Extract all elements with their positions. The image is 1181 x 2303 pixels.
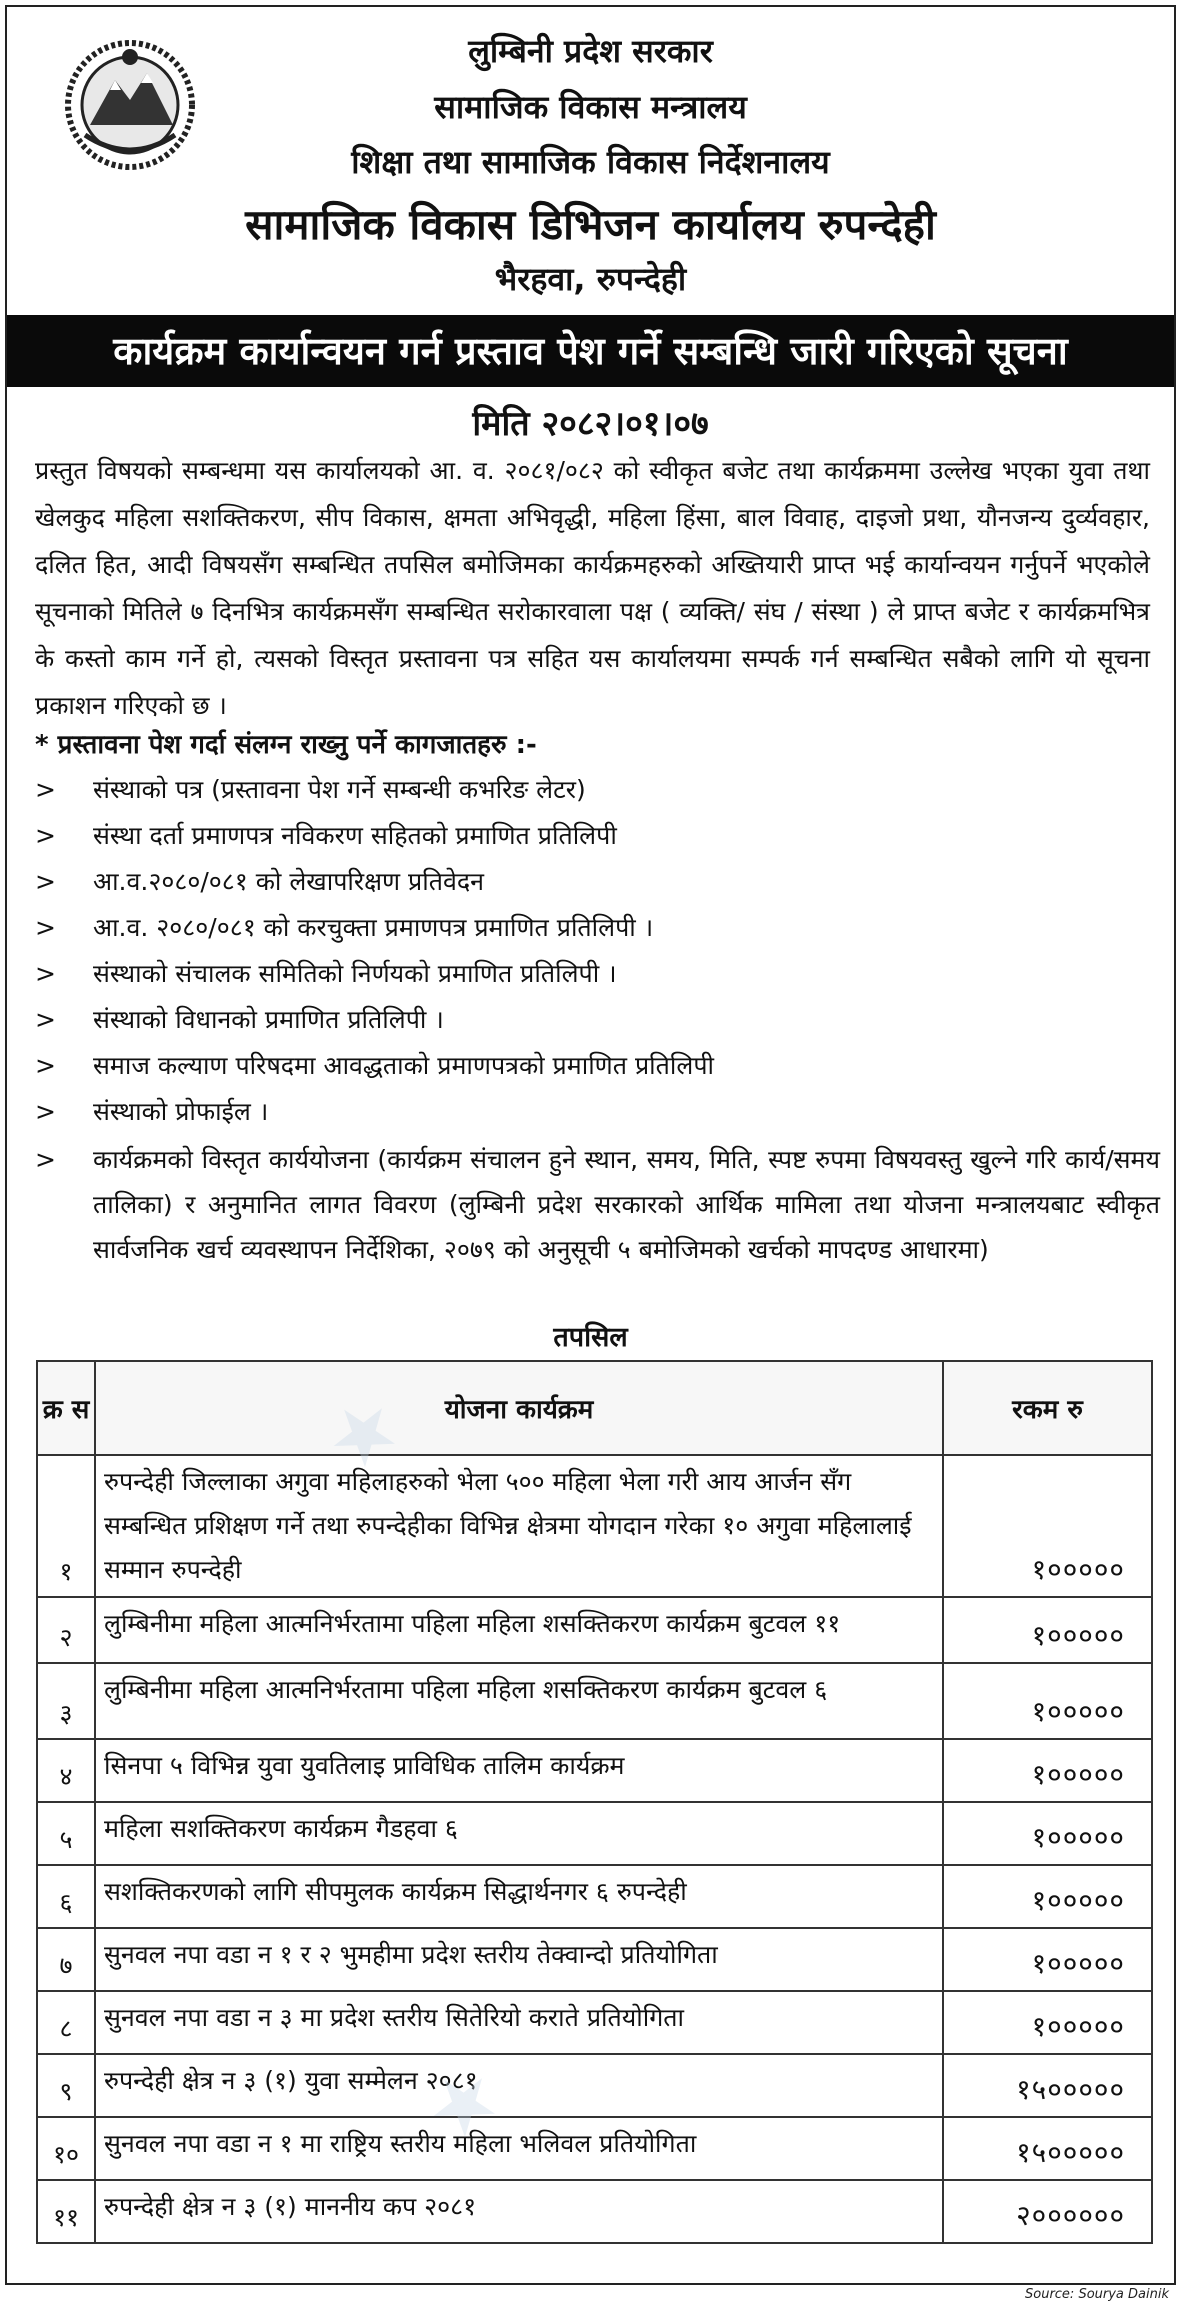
row-serial: ७ [37,1928,95,1991]
bullet-arrow: > [35,1051,56,1080]
row-amount: १००००० [943,1663,1152,1739]
notice-date: मिति २०८२।०१।०७ [472,404,709,444]
row-program: सुनवल नपा वडा न १ र २ भुमहीमा प्रदेश स्तरीय तेक्वान्दो प्रतियोगिता [95,1928,943,1991]
col-program: योजना कार्यक्रम [95,1361,943,1455]
table-row [37,2054,1152,2117]
row-amount: १००००० [943,1991,1152,2054]
list-item: > आ.व. २०८०/०८१ को करचुक्ता प्रमाणपत्र प्रमाणित प्रतिलिपी । [35,907,1160,953]
list-item: > कार्यक्रमको विस्तृत कार्ययोजना (कार्यक्रम संचालन हुने स्थान, समय, मिति, स्पष्ट रुपमा विषयवस्तु खुल्ने गरि कार्य/समय तालिका) र अनुमानित लागत विवरण (लुम्बिनी प्रदेश सरकारको आर्थिक मामिला तथा योजना मन्त्रालयबाट स्वीकृत सार्वजनिक खर्च व्यवस्थापन निर्देशिका, २०७९ को अनुसूची ५ बमोजिमको खर्चको मापदण्ड आधारमा) [35,1137,1160,1317]
col-amount: रकम रु [943,1361,1152,1455]
documents-heading: * प्रस्तावना पेश गर्दा संलग्न राख्नु पर्ने कागजातहरु :- [35,730,537,760]
list-item: > आ.व.२०८०/०८१ को लेखापरिक्षण प्रतिवेदन [35,861,1160,907]
list-item: > संस्थाको पत्र (प्रस्तावना पेश गर्ने सम्बन्धी कभरिङ लेटर) [35,769,1160,815]
header-line-2: सामाजिक विकास मन्त्रालय [434,88,747,126]
row-serial: ९ [37,2054,95,2117]
bullet-arrow: > [35,959,56,988]
row-program: सिनपा ५ विभिन्न युवा युवतिलाइ प्राविधिक तालिम कार्यक्रम [95,1739,943,1802]
header-line-3: शिक्षा तथा सामाजिक विकास निर्देशनालय [351,143,830,181]
row-program: लुम्बिनीमा महिला आत्मनिर्भरतामा पहिला महिला शसक्तिकरण कार्यक्रम बुटवल ६ [95,1663,943,1739]
table-row [37,2117,1152,2180]
bullet-arrow: > [35,775,56,804]
row-amount: १५००००० [943,2054,1152,2117]
source-credit: Source: Sourya Dainik [1025,2287,1169,2302]
row-serial: २ [37,1597,95,1663]
list-item: > संस्था दर्ता प्रमाणपत्र नविकरण सहितको प्रमाणित प्रतिलिपी [35,815,1160,861]
table-row [37,2180,1152,2243]
bullet-arrow: > [35,913,56,942]
row-serial: ८ [37,1991,95,2054]
table-row [37,1739,1152,1802]
office-title: सामाजिक विकास डिभिजन कार्यालय रुपन्देही [245,200,936,249]
table-row [37,1865,1152,1928]
row-program: रुपन्देही क्षेत्र न ३ (१) माननीय कप २०८१ [95,2180,943,2243]
row-amount: १००००० [943,1455,1152,1597]
row-serial: १० [37,2117,95,2180]
notice-paragraph: प्रस्तुत विषयको सम्बन्धमा यस कार्यालयको आ. व. २०८१/०८२ को स्वीकृत बजेट तथा कार्यक्रममा उल्लेख भएका युवा तथा खेलकुद महिला सशक्तिकरण, सीप विकास, क्षमता अभिवृद्धी, महिला हिंसा, बाल विवाह, दाइजो प्रथा, यौनजन्य दुर्व्यवहार, दलित हित, आदी विषयसँग सम्बन्धित तपसिल बमोजिमका कार्यक्रमहरुको अख्तियारी प्राप्त भई कार्यान्वयन गर्नुपर्ने भएकोले सूचनाको मितिले ७ दिनभित्र कार्यक्रमसँग सम्बन्धित सरोकारवाला पक्ष ( व्यक्ति/ संघ / संस्था ) ले प्राप्त बजेट र कार्यक्रमभित्र के कस्तो काम गर्ने हो, त्यसको विस्तृत प्रस्तावना पत्र सहित यस कार्यालयमा सम्पर्क गर्न सम्बन्धित सबैको लागि यो सूचना प्रकाशन गरिएको छ । [35,456,1150,720]
row-program: महिला सशक्तिकरण कार्यक्रम गैडहवा ६ [95,1802,943,1865]
table-row [37,1991,1152,2054]
watermark-icon: ★ [405,2044,520,2163]
table-header-row [37,1361,1152,1455]
list-item: > संस्थाको प्रोफाईल । [35,1091,1160,1137]
row-program: सशक्तिकरणको लागि सीपमुलक कार्यक्रम सिद्धार्थनगर ६ रुपन्देही [95,1865,943,1928]
list-item: > संस्थाको संचालक समितिको निर्णयको प्रमाणित प्रतिलिपी । [35,953,1160,999]
table-row [37,1663,1152,1739]
row-amount: १००००० [943,1802,1152,1865]
row-amount: १००००० [943,1597,1152,1663]
row-serial: ६ [37,1865,95,1928]
row-amount: १५००००० [943,2117,1152,2180]
table-row [37,1802,1152,1865]
bullet-arrow: > [35,821,56,850]
row-amount: १००००० [943,1928,1152,1991]
row-serial: ११ [37,2180,95,2243]
row-amount: २०००००० [943,2180,1152,2243]
header-line-1: लुम्बिनी प्रदेश सरकार [468,32,713,70]
row-serial: ५ [37,1802,95,1865]
program-table [36,1360,1153,2244]
table-row [37,1597,1152,1663]
row-program: सुनवल नपा वडा न १ मा राष्ट्रिय स्तरीय महिला भलिवल प्रतियोगिता [95,2117,943,2180]
notice-banner: कार्यक्रम कार्यान्वयन गर्न प्रस्ताव पेश गर्ने सम्बन्धि जारी गरिएको सूचना [7,315,1174,387]
table-title: तपसिल [553,1322,628,1353]
row-serial: ४ [37,1739,95,1802]
row-serial: ३ [37,1663,95,1739]
table-row [37,1928,1152,1991]
list-item: > समाज कल्याण परिषदमा आवद्धताको प्रमाणपत्रको प्रमाणित प्रतिलिपी [35,1045,1160,1091]
bullet-arrow: > [35,1005,56,1034]
notice-document [5,5,1176,2285]
documents-list [35,769,1160,1317]
list-item: > संस्थाको विधानको प्रमाणित प्रतिलिपी । [35,999,1160,1045]
row-program: सुनवल नपा वडा न ३ मा प्रदेश स्तरीय सितेरियो कराते प्रतियोगिता [95,1991,943,2054]
header [7,7,1174,307]
row-amount: १००००० [943,1865,1152,1928]
bullet-arrow: > [35,1145,56,1174]
row-program: रुपन्देही क्षेत्र न ३ (१) युवा सम्मेलन २०८१ [95,2054,943,2117]
col-serial: क्र स [37,1361,95,1455]
row-serial: १ [37,1455,95,1597]
bullet-arrow: > [35,867,56,896]
table-row [37,1455,1152,1597]
row-amount: १००००० [943,1739,1152,1802]
bullet-arrow: > [35,1097,56,1126]
row-program: लुम्बिनीमा महिला आत्मनिर्भरतामा पहिला महिला शसक्तिकरण कार्यक्रम बुटवल ११ [95,1597,943,1663]
watermark-icon: ★ [305,1374,420,1493]
office-address: भैरहवा, रुपन्देही [494,260,687,298]
row-program: रुपन्देही जिल्लाका अगुवा महिलाहरुको भेला ५०० महिला भेला गरी आय आर्जन सँग सम्बन्धित प्रशिक्षण गर्ने तथा रुपन्देहीका विभिन्न क्षेत्रमा योगदान गरेका १० अगुवा महिलालाई सम्मान रुपन्देही [95,1455,943,1597]
